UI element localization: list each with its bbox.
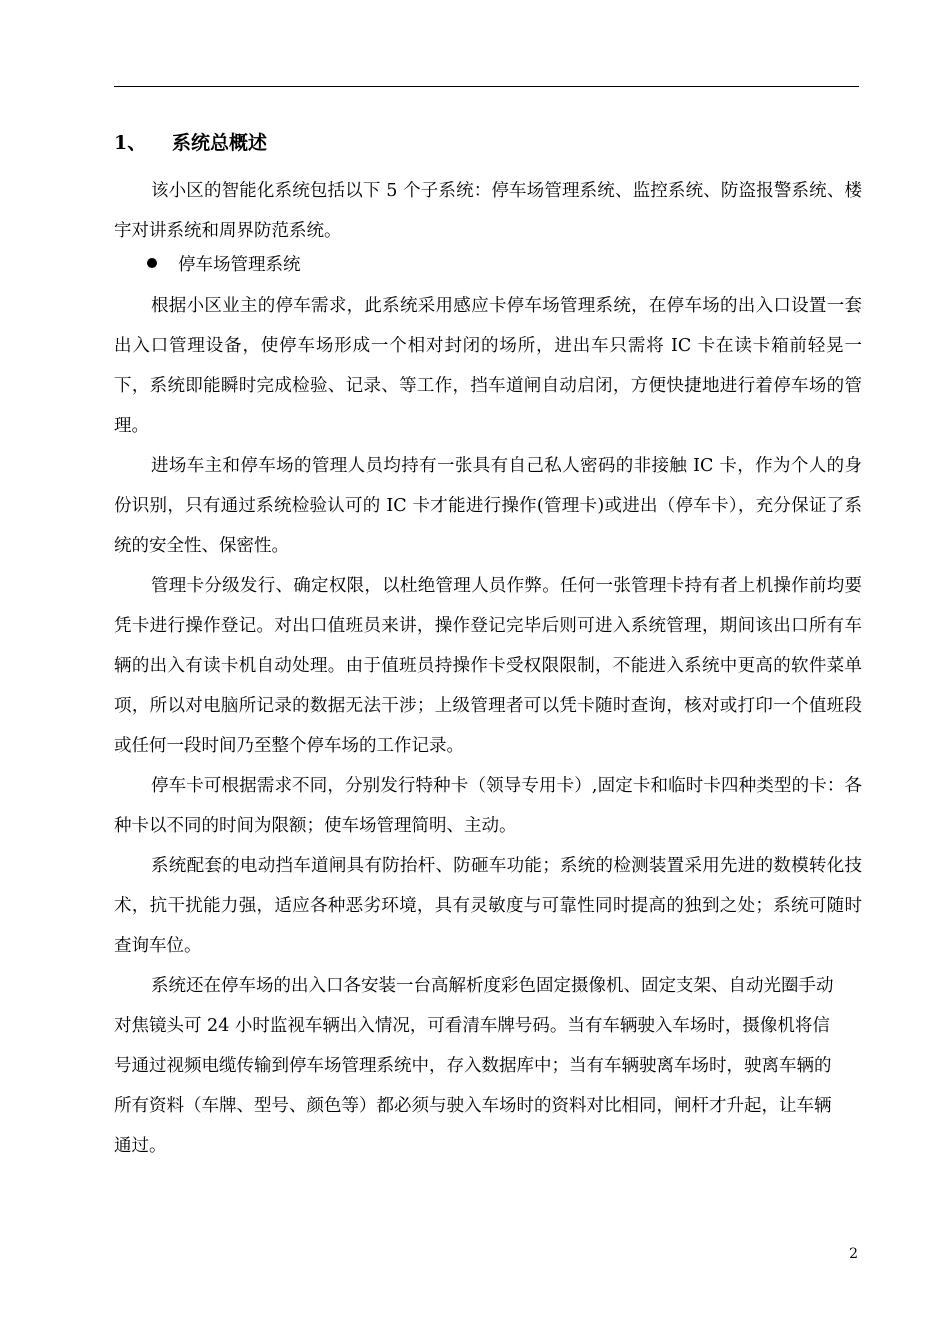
section-number: 1、: [114, 132, 147, 154]
page-number: 2: [849, 1246, 858, 1262]
paragraph-5: 系统配套的电动挡车道闸具有防抬杆、防砸车功能；系统的检测装置采用先进的数模转化技术，抗干扰能力强，适应各种恶劣环境，具有灵敏度与可靠性同时提高的独到之处；系统可随时查询车位。: [114, 856, 862, 956]
bullet-item: [147, 253, 301, 277]
paragraph-3: 管理卡分级发行、确定权限，以杜绝管理人员作弊。任何一张管理卡持有者上机操作前均要凭卡进行操作登记。对出口值班员来讲，操作登记完毕后则可进入系统管理，期间该出口所有车辆的出入有读卡机自动处理。由于值班员持操作卡受权限限制，不能进入系统中更高的软件菜单项，所以对电脑所记录的数据无法干涉；上级管理者可以凭卡随时查询，核对或打印一个值班段或任何一段时间乃至整个停车场的工作记录。: [114, 576, 862, 756]
bullet-label: 停车场管理系统: [178, 255, 301, 275]
section-title: 系统总概述: [172, 132, 268, 154]
paragraph-2: 进场车主和停车场的管理人员均持有一张具有自己私人密码的非接触 IC 卡，作为个人的身份识别，只有通过系统检验认可的 IC 卡才能进行操作(管理卡)或进出（停车卡），充分保证了系统的安全性、保密性。: [114, 456, 862, 556]
section-heading: [114, 131, 267, 155]
bullet-dot-icon: [147, 258, 157, 268]
paragraph-1: 根据小区业主的停车需求，此系统采用感应卡停车场管理系统，在停车场的出入口设置一套出入口管理设备，使停车场形成一个相对封闭的场所，进出车只需将 IC 卡在读卡箱前轻晃一下，系统即能瞬时完成检验、记录、等工作，挡车道闸自动启闭，方便快捷地进行着停车场的管理。: [114, 296, 862, 436]
paragraph-4: 停车卡可根据需求不同，分别发行特种卡（领导专用卡）,固定卡和临时卡四种类型的卡：各种卡以不同的时间为限额；使车场管理简明、主动。: [114, 776, 862, 836]
paragraph-6: 系统还在停车场的出入口各安装一台高解析度彩色固定摄像机、固定支架、自动光圈手动对焦镜头可 24 小时监视车辆出入情况，可看清车牌号码。当有车辆驶入车场时，摄像机将信号通过视频电缆传输到停车场管理系统中，存入数据库中；当有车辆驶离车场时，驶离车辆的所有资料（车牌、型号、颜色等）都必须与驶入车场时的资料对比相同，闸杆才升起，让车辆通过。: [114, 976, 834, 1156]
header-rule: [114, 86, 859, 87]
intro-paragraph: 该小区的智能化系统包括以下 5 个子系统：停车场管理系统、监控系统、防盗报警系统、楼宇对讲系统和周界防范系统。: [114, 181, 862, 241]
